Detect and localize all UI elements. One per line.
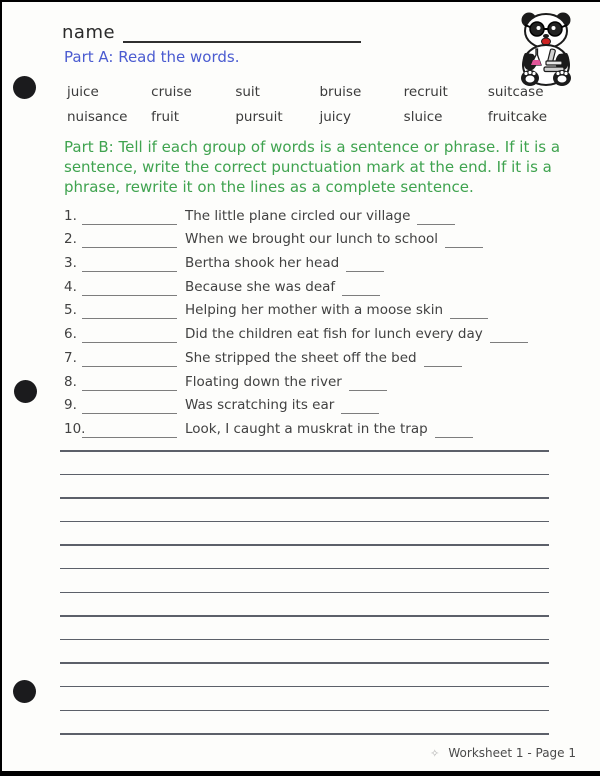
writing-lines-area <box>60 450 549 757</box>
exercise-item <box>64 225 584 249</box>
answer-blank-line <box>82 235 177 248</box>
exercise-item <box>64 201 584 225</box>
answer-blank-line <box>82 283 177 296</box>
part-b-heading <box>64 137 574 197</box>
answer-blank-line <box>82 259 177 272</box>
writing-line <box>60 710 549 712</box>
item-sentence: Because she was deaf <box>185 278 336 295</box>
item-number: 4. <box>64 278 77 295</box>
writing-line <box>60 592 549 594</box>
writing-line <box>60 568 549 570</box>
word: nuisance <box>67 109 128 125</box>
sparkle-diamond-icon: ✧ <box>430 746 440 760</box>
writing-line <box>60 639 549 641</box>
writing-line <box>60 615 549 617</box>
exercise-item <box>64 367 584 391</box>
item-sentence: Look, I caught a muskrat in the trap <box>185 420 428 437</box>
answer-blank-line <box>82 378 177 391</box>
item-number: 9. <box>64 397 77 414</box>
punctuation-blank-line <box>342 283 380 296</box>
item-number: 10. <box>64 420 86 437</box>
name-row <box>62 22 361 43</box>
worksheet-page <box>2 2 600 771</box>
item-number: 8. <box>64 373 77 390</box>
writing-line <box>60 450 549 452</box>
word: sluice <box>403 109 443 125</box>
item-sentence: She stripped the sheet off the bed <box>185 349 417 366</box>
punctuation-blank-line <box>349 378 387 391</box>
word: suit <box>235 84 260 100</box>
punctuation-blank-line <box>445 235 483 248</box>
punctuation-blank-line <box>417 212 455 225</box>
word: juicy <box>319 109 351 125</box>
item-number: 1. <box>64 207 77 224</box>
exercise-item <box>64 319 584 343</box>
word: fruitcake <box>487 109 548 125</box>
panda-scientist-icon <box>506 9 588 89</box>
exercise-item <box>64 296 584 320</box>
answer-blank-line <box>82 212 177 225</box>
writing-line <box>60 686 549 688</box>
answer-blank-line <box>82 401 177 414</box>
word: bruise <box>319 84 362 100</box>
writing-line <box>60 521 549 523</box>
part-b-heading-line: sentence, write the correct punctuation mark at the end. If it is a <box>64 158 552 176</box>
item-number: 5. <box>64 302 77 319</box>
exercise-item <box>64 391 584 415</box>
part-b-heading-line: Part B: Tell if each group of words is a sentence or phrase. If it is a <box>64 138 561 156</box>
writing-line <box>60 474 549 476</box>
punctuation-blank-line <box>450 306 488 319</box>
word-list <box>67 84 572 125</box>
part-a-heading: Part A: Read the words. <box>64 48 240 66</box>
word: suitcase <box>487 84 544 100</box>
page-footer <box>430 746 576 760</box>
item-sentence: Bertha shook her head <box>185 255 340 272</box>
hole-punch-dot <box>14 380 37 403</box>
word: fruit <box>151 109 180 125</box>
answer-blank-line <box>82 330 177 343</box>
exercise-item <box>64 272 584 296</box>
item-number: 3. <box>64 255 77 272</box>
writing-line <box>60 497 549 499</box>
punctuation-blank-line <box>490 330 528 343</box>
punctuation-blank-line <box>435 425 473 438</box>
word: cruise <box>151 84 192 100</box>
item-sentence: When we brought our lunch to school <box>185 231 438 248</box>
punctuation-blank-line <box>341 401 379 414</box>
answer-blank-line <box>82 354 177 367</box>
item-sentence: Did the children eat fish for lunch every day <box>185 326 483 343</box>
item-number: 6. <box>64 326 77 343</box>
writing-line <box>60 662 549 664</box>
answer-blank-line <box>82 425 177 438</box>
word: pursuit <box>235 109 283 125</box>
item-number: 2. <box>64 231 77 248</box>
hole-punch-dot <box>13 680 36 703</box>
writing-line <box>60 544 549 546</box>
writing-line <box>60 733 549 735</box>
item-sentence: Floating down the river <box>185 373 342 390</box>
answer-blank-line <box>82 306 177 319</box>
item-sentence: Was scratching its ear <box>185 397 335 414</box>
word: juice <box>67 84 99 100</box>
item-number: 7. <box>64 349 77 366</box>
name-label: name <box>62 22 116 43</box>
punctuation-blank-line <box>346 259 384 272</box>
punctuation-blank-line <box>424 354 462 367</box>
exercise-item-list <box>64 201 584 438</box>
item-sentence: The little plane circled our village <box>185 207 411 224</box>
word: recruit <box>403 84 448 100</box>
part-b-heading-line: phrase, rewrite it on the lines as a complete sentence. <box>64 178 474 196</box>
exercise-item <box>64 343 584 367</box>
name-blank-line <box>123 23 361 43</box>
hole-punch-dot <box>13 76 36 99</box>
exercise-item <box>64 414 584 438</box>
item-sentence: Helping her mother with a moose skin <box>185 302 444 319</box>
exercise-item <box>64 248 584 272</box>
footer-text: Worksheet 1 - Page 1 <box>448 746 576 760</box>
